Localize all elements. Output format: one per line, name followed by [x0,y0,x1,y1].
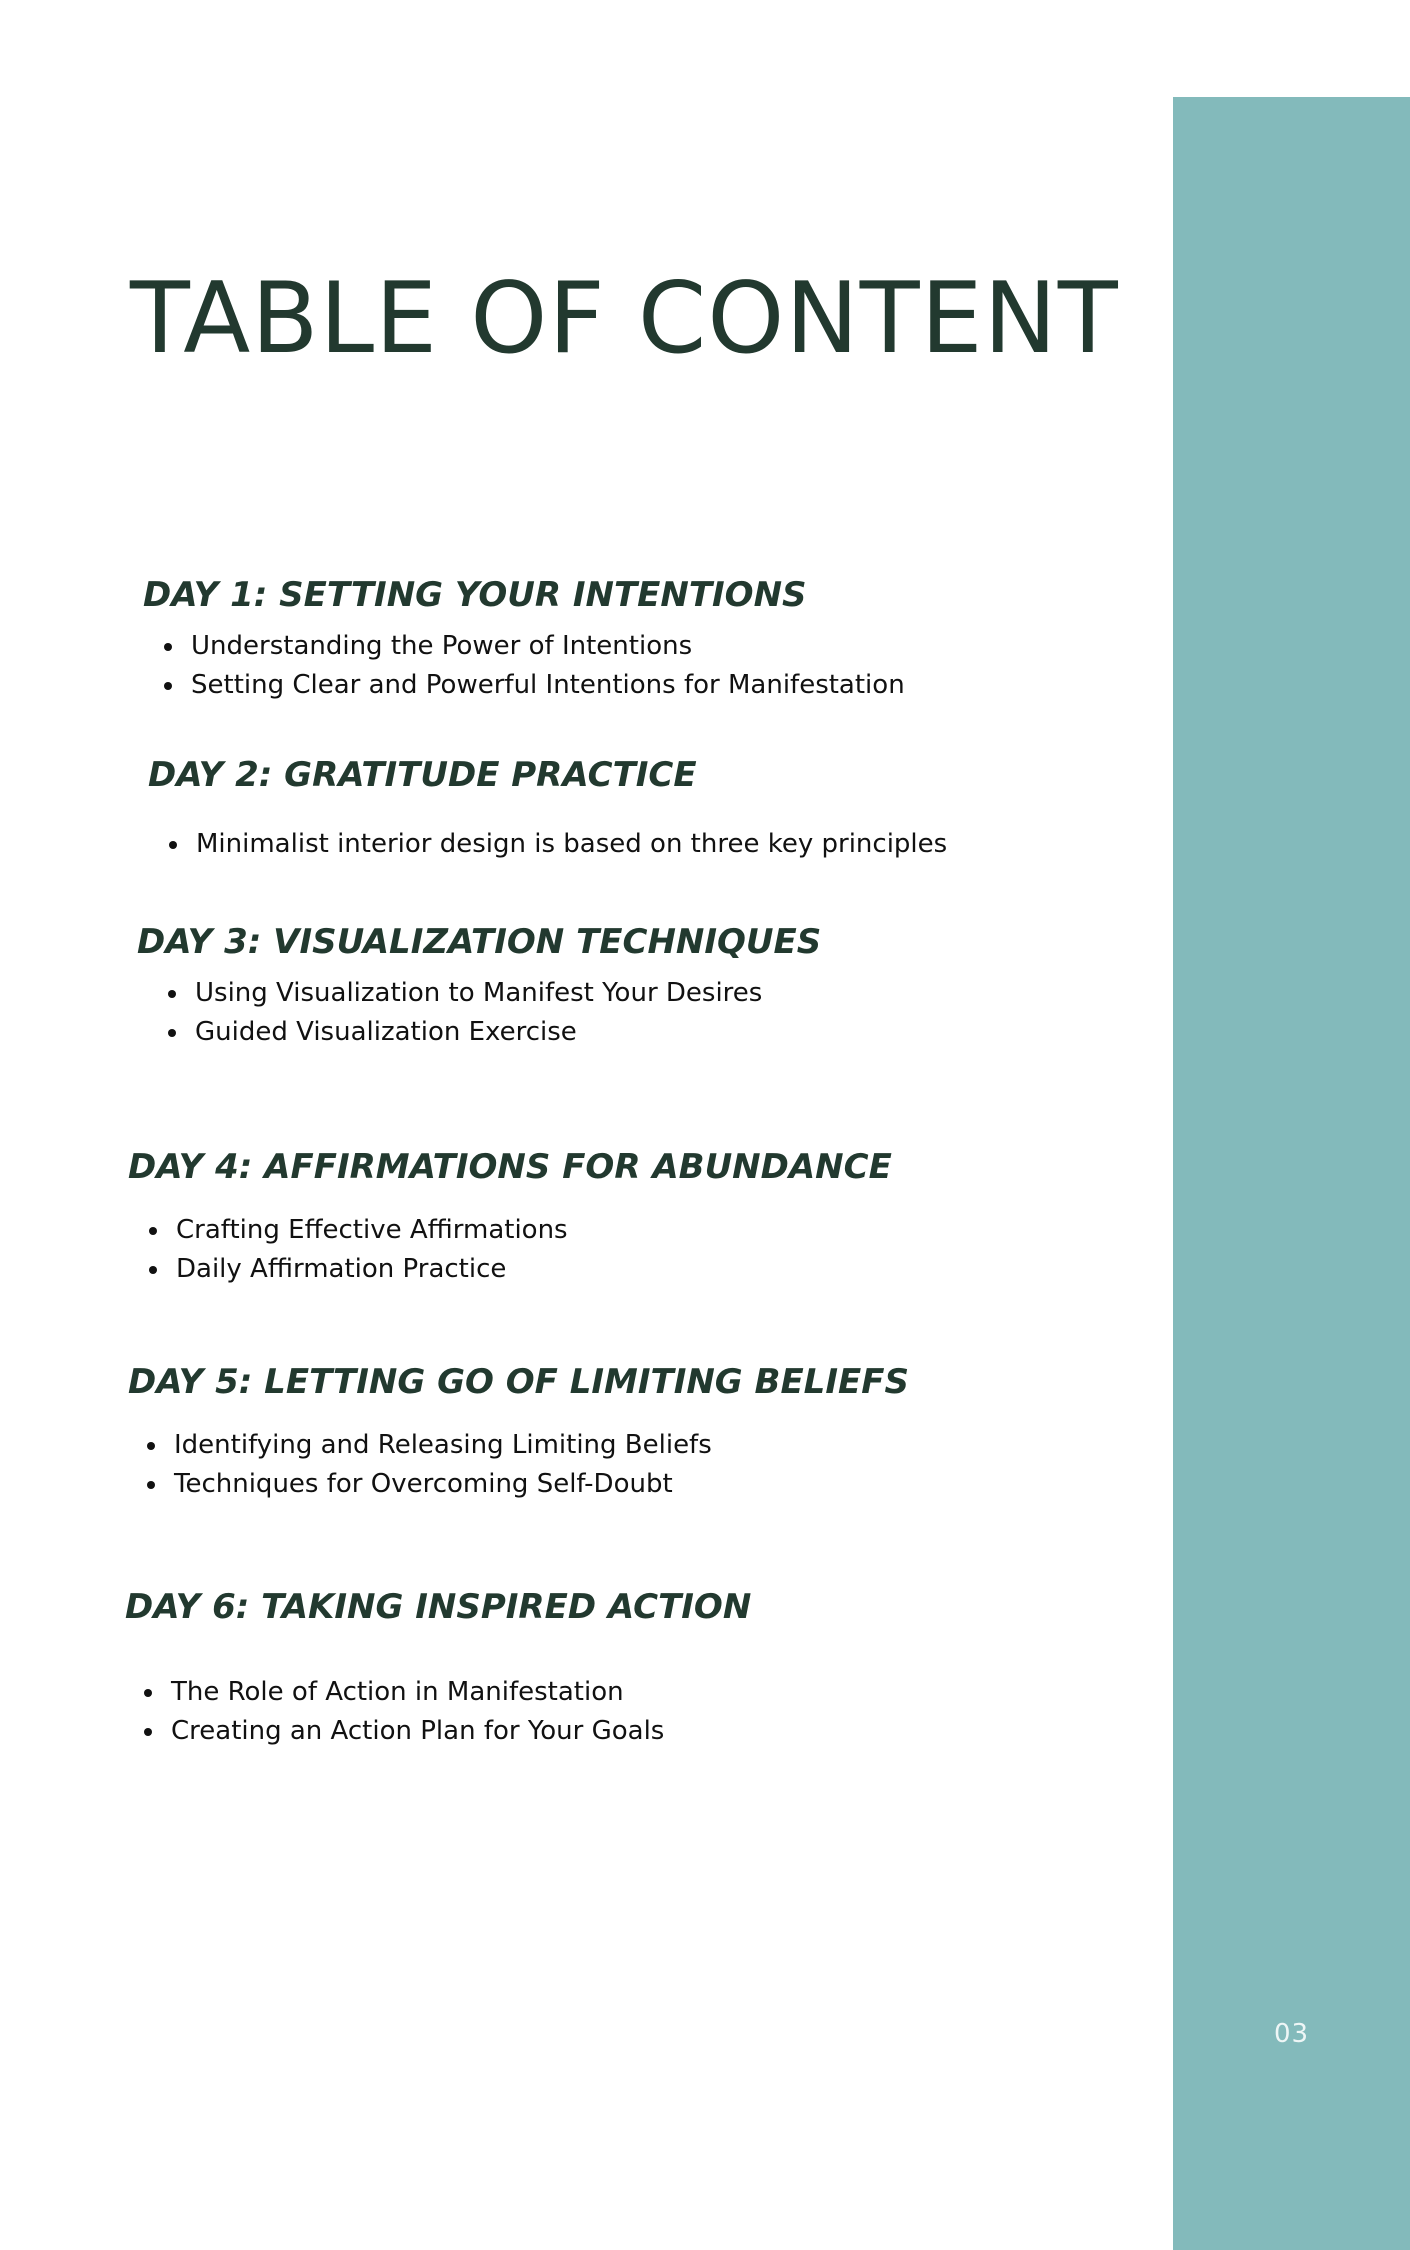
section-list [140,1211,892,1289]
list-item: Daily Affirmation Practice [140,1250,892,1289]
list-item: Creating an Action Plan for Your Goals [135,1712,751,1751]
page-number: 03 [1273,2019,1310,2049]
section-heading: DAY 3: VISUALIZATION TECHNIQUES [137,922,822,962]
section-heading: DAY 4: AFFIRMATIONS FOR ABUNDANCE [128,1147,892,1187]
section-heading: DAY 2: GRATITUDE PRACTICE [148,755,697,795]
section-heading: DAY 5: LETTING GO OF LIMITING BELIEFS [128,1362,909,1402]
toc-section-day-6 [125,1585,751,1751]
toc-section-day-5 [128,1360,909,1504]
section-list [135,1673,751,1751]
section-list [159,974,821,1052]
toc-section-day-2 [148,753,947,864]
list-item: Minimalist interior design is based on three key principles [160,825,947,864]
section-heading: DAY 1: SETTING YOUR INTENTIONS [143,575,807,615]
section-list [138,1426,909,1504]
toc-section-day-1 [143,573,905,705]
page-title: TABLE OF CONTENT [130,262,1119,376]
list-item: Identifying and Releasing Limiting Beliefs [138,1426,909,1465]
list-item: Techniques for Overcoming Self-Doubt [138,1465,909,1504]
list-item: Guided Visualization Exercise [159,1013,821,1052]
section-heading: DAY 6: TAKING INSPIRED ACTION [125,1587,752,1627]
toc-section-day-3 [137,920,821,1052]
list-item: The Role of Action in Manifestation [135,1673,751,1712]
list-item: Setting Clear and Powerful Intentions for Manifestation [155,666,905,705]
list-item: Using Visualization to Manifest Your Desires [159,974,821,1013]
accent-side-band [1173,97,1410,2250]
toc-section-day-4 [128,1145,892,1289]
list-item: Crafting Effective Affirmations [140,1211,892,1250]
section-list [155,627,905,705]
list-item: Understanding the Power of Intentions [155,627,905,666]
section-list [160,825,947,864]
